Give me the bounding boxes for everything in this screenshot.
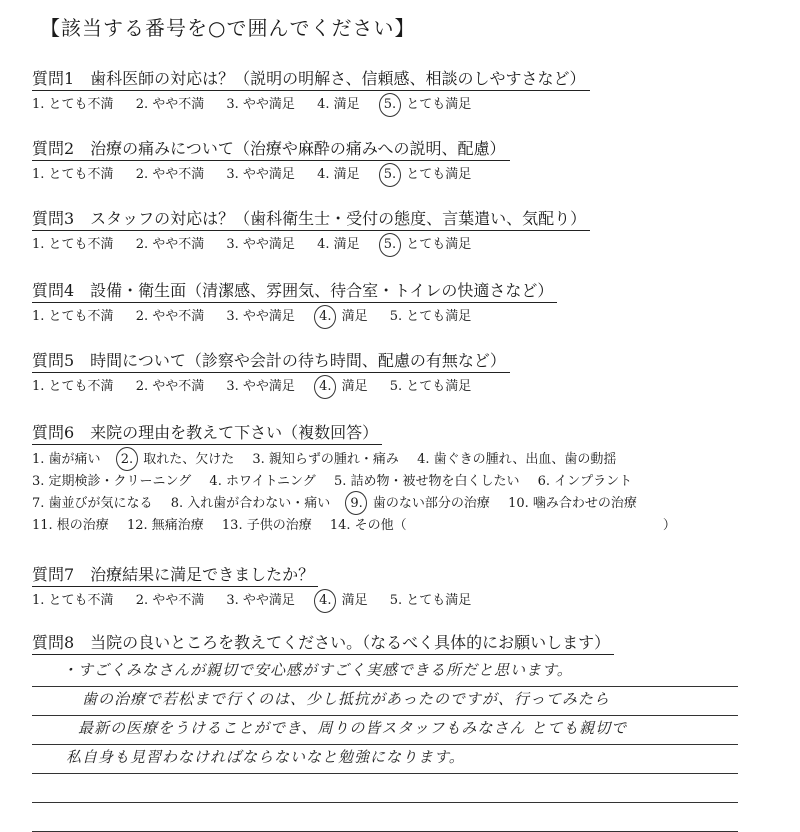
q6-option-4[interactable]: 4. 歯ぐきの腫れ、出血、歯の動揺 bbox=[417, 452, 617, 467]
question-6 bbox=[32, 420, 690, 537]
q8-answer-area[interactable] bbox=[32, 658, 738, 832]
q1-option-1[interactable]: 1. とても不満 bbox=[32, 97, 114, 112]
q5-option-3[interactable]: 3. やや満足 bbox=[226, 379, 295, 394]
q6-option-3[interactable]: 3. 親知らずの腫れ・痛み bbox=[252, 452, 399, 467]
q6-option-checkup[interactable]: 3. 定期検診・クリーニング bbox=[32, 474, 192, 489]
q6-option-2-circled-number: 2. bbox=[119, 449, 135, 471]
q3-option-3[interactable]: 3. やや満足 bbox=[226, 237, 295, 252]
q4-option-2[interactable]: 2. やや不満 bbox=[135, 309, 205, 324]
question-4-title: 質問4 設備・衛生面（清潔感、雰囲気、待合室・トイレの快適さなど） bbox=[32, 278, 557, 303]
q6-option-8[interactable]: 8. 入れ歯が合わない・痛い bbox=[170, 496, 331, 511]
q5-option-5[interactable]: 5. とても満足 bbox=[389, 379, 472, 394]
question-8 bbox=[32, 630, 614, 655]
q2-option-3[interactable]: 3. やや満足 bbox=[226, 167, 295, 182]
q8-answer-line-2: 歯の治療で若松まで行くのは、少し抵抗があったのですが、行ってみたら bbox=[32, 687, 738, 716]
q6-row-3 bbox=[32, 493, 690, 515]
q3-option-1[interactable]: 1. とても不満 bbox=[32, 237, 114, 252]
question-8-title: 質問8 当院の良いところを教えてください。（なるべく具体的にお願いします） bbox=[32, 630, 614, 655]
q4-option-4[interactable] bbox=[317, 307, 333, 327]
q6-option-10[interactable]: 10. 噛み合わせの治療 bbox=[508, 496, 637, 511]
question-1-options bbox=[32, 95, 590, 115]
q6-option-2[interactable] bbox=[119, 449, 135, 471]
q3-option-5[interactable] bbox=[382, 235, 398, 255]
q2-option-1[interactable]: 1. とても不満 bbox=[32, 167, 114, 182]
q4-option-4-label: 満足 bbox=[341, 309, 368, 324]
q2-option-2[interactable]: 2. やや不満 bbox=[135, 167, 205, 182]
q1-option-3[interactable]: 3. やや満足 bbox=[226, 97, 295, 112]
q6-option-1[interactable]: 1. 歯が痛い bbox=[32, 452, 101, 467]
question-7 bbox=[32, 562, 489, 611]
q2-option-5-label: とても満足 bbox=[406, 167, 472, 182]
q4-option-4-circled-number: 4. bbox=[317, 307, 333, 327]
question-2-title: 質問2 治療の痛みについて（治療や麻酔の痛みへの説明、配慮） bbox=[32, 136, 510, 161]
q4-option-5[interactable]: 5. とても満足 bbox=[389, 309, 472, 324]
q3-option-2[interactable]: 2. やや不満 bbox=[135, 237, 205, 252]
q7-option-4[interactable] bbox=[317, 591, 333, 611]
question-4 bbox=[32, 278, 557, 327]
question-2 bbox=[32, 136, 510, 185]
q3-option-5-circled-number: 5. bbox=[382, 235, 398, 255]
q6-option-7[interactable]: 7. 歯並びが気になる bbox=[32, 496, 153, 511]
question-7-title: 質問7 治療結果に満足できましたか？ bbox=[32, 562, 318, 587]
q1-option-5-circled-number: 5. bbox=[382, 95, 398, 115]
q1-option-5[interactable] bbox=[382, 95, 398, 115]
question-1-title: 質問1 歯科医師の対応は？（説明の明解さ、信頼感、相談のしやすさなど） bbox=[32, 66, 590, 91]
q7-option-3[interactable]: 3. やや満足 bbox=[226, 593, 295, 608]
q8-answer-line-1: ・すごくみなさんが親切で安心感がすごく実感できる所だと思います。 bbox=[32, 658, 738, 687]
q1-option-2[interactable]: 2. やや不満 bbox=[135, 97, 205, 112]
q2-option-4[interactable]: 4. 満足 bbox=[317, 167, 360, 182]
q2-option-5[interactable] bbox=[382, 165, 398, 185]
q6-option-14[interactable]: 14. その他（ bbox=[329, 518, 407, 533]
q6-row-1 bbox=[32, 449, 690, 471]
q3-option-5-label: とても満足 bbox=[406, 237, 472, 252]
instruction-header: 【該当する番号を○で囲んでください】 bbox=[40, 16, 416, 40]
q5-option-1[interactable]: 1. とても不満 bbox=[32, 379, 114, 394]
question-2-options bbox=[32, 165, 510, 185]
q6-option-11[interactable]: 11. 根の治療 bbox=[32, 518, 109, 533]
q7-option-5[interactable]: 5. とても満足 bbox=[389, 593, 472, 608]
q1-option-5-label: とても満足 bbox=[406, 97, 472, 112]
q8-answer-line-3: 最新の医療をうけることができ、周りの皆スタッフもみなさん とても親切で bbox=[32, 716, 738, 745]
q7-option-2[interactable]: 2. やや不満 bbox=[135, 593, 205, 608]
question-1 bbox=[32, 66, 590, 115]
q3-option-4[interactable]: 4. 満足 bbox=[317, 237, 360, 252]
q6-option-14-close: ） bbox=[662, 518, 676, 533]
q5-option-4-label: 満足 bbox=[341, 379, 368, 394]
question-3-title: 質問3 スタッフの対応は？（歯科衛生士・受付の態度、言葉遣い、気配り） bbox=[32, 206, 590, 231]
q8-answer-line-4: 私自身も見習わなければならないなと勉強になります。 bbox=[32, 745, 738, 774]
q6-option-13[interactable]: 13. 子供の治療 bbox=[221, 518, 312, 533]
q8-answer-line-6 bbox=[32, 803, 738, 832]
q6-row-2 bbox=[32, 471, 690, 493]
q6-option-fillings[interactable]: 5. 詰め物・被せ物を白くしたい bbox=[333, 474, 520, 489]
question-5-title: 質問5 時間について（診察や会計の待ち時間、配慮の有無など） bbox=[32, 348, 510, 373]
q4-option-1[interactable]: 1. とても不満 bbox=[32, 309, 114, 324]
q5-option-2[interactable]: 2. やや不満 bbox=[135, 379, 205, 394]
question-3-options bbox=[32, 235, 590, 255]
q6-option-whitening[interactable]: 4. ホワイトニング bbox=[209, 474, 316, 489]
q6-option-12[interactable]: 12. 無痛治療 bbox=[126, 518, 204, 533]
question-7-options bbox=[32, 591, 489, 611]
q6-option-implant[interactable]: 6. インプラント bbox=[537, 474, 633, 489]
q1-option-4[interactable]: 4. 満足 bbox=[317, 97, 360, 112]
q5-option-4-circled-number: 4. bbox=[317, 377, 333, 397]
question-4-options bbox=[32, 307, 557, 327]
question-3 bbox=[32, 206, 590, 255]
question-5 bbox=[32, 348, 510, 397]
q6-option-2-label: 取れた、欠けた bbox=[143, 452, 235, 467]
q5-option-4[interactable] bbox=[317, 377, 333, 397]
q7-option-4-circled-number: 4. bbox=[317, 591, 333, 611]
q6-option-9-label: 歯のない部分の治療 bbox=[372, 496, 490, 511]
q6-row-4 bbox=[32, 515, 690, 537]
question-5-options bbox=[32, 377, 510, 397]
q2-option-5-circled-number: 5. bbox=[382, 165, 398, 185]
q7-option-1[interactable]: 1. とても不満 bbox=[32, 593, 114, 608]
q6-option-9[interactable] bbox=[348, 493, 364, 515]
q7-option-4-label: 満足 bbox=[341, 593, 368, 608]
question-6-title: 質問6 来院の理由を教えて下さい（複数回答） bbox=[32, 420, 382, 445]
q4-option-3[interactable]: 3. やや満足 bbox=[226, 309, 295, 324]
q6-option-9-circled-number: 9. bbox=[348, 493, 364, 515]
